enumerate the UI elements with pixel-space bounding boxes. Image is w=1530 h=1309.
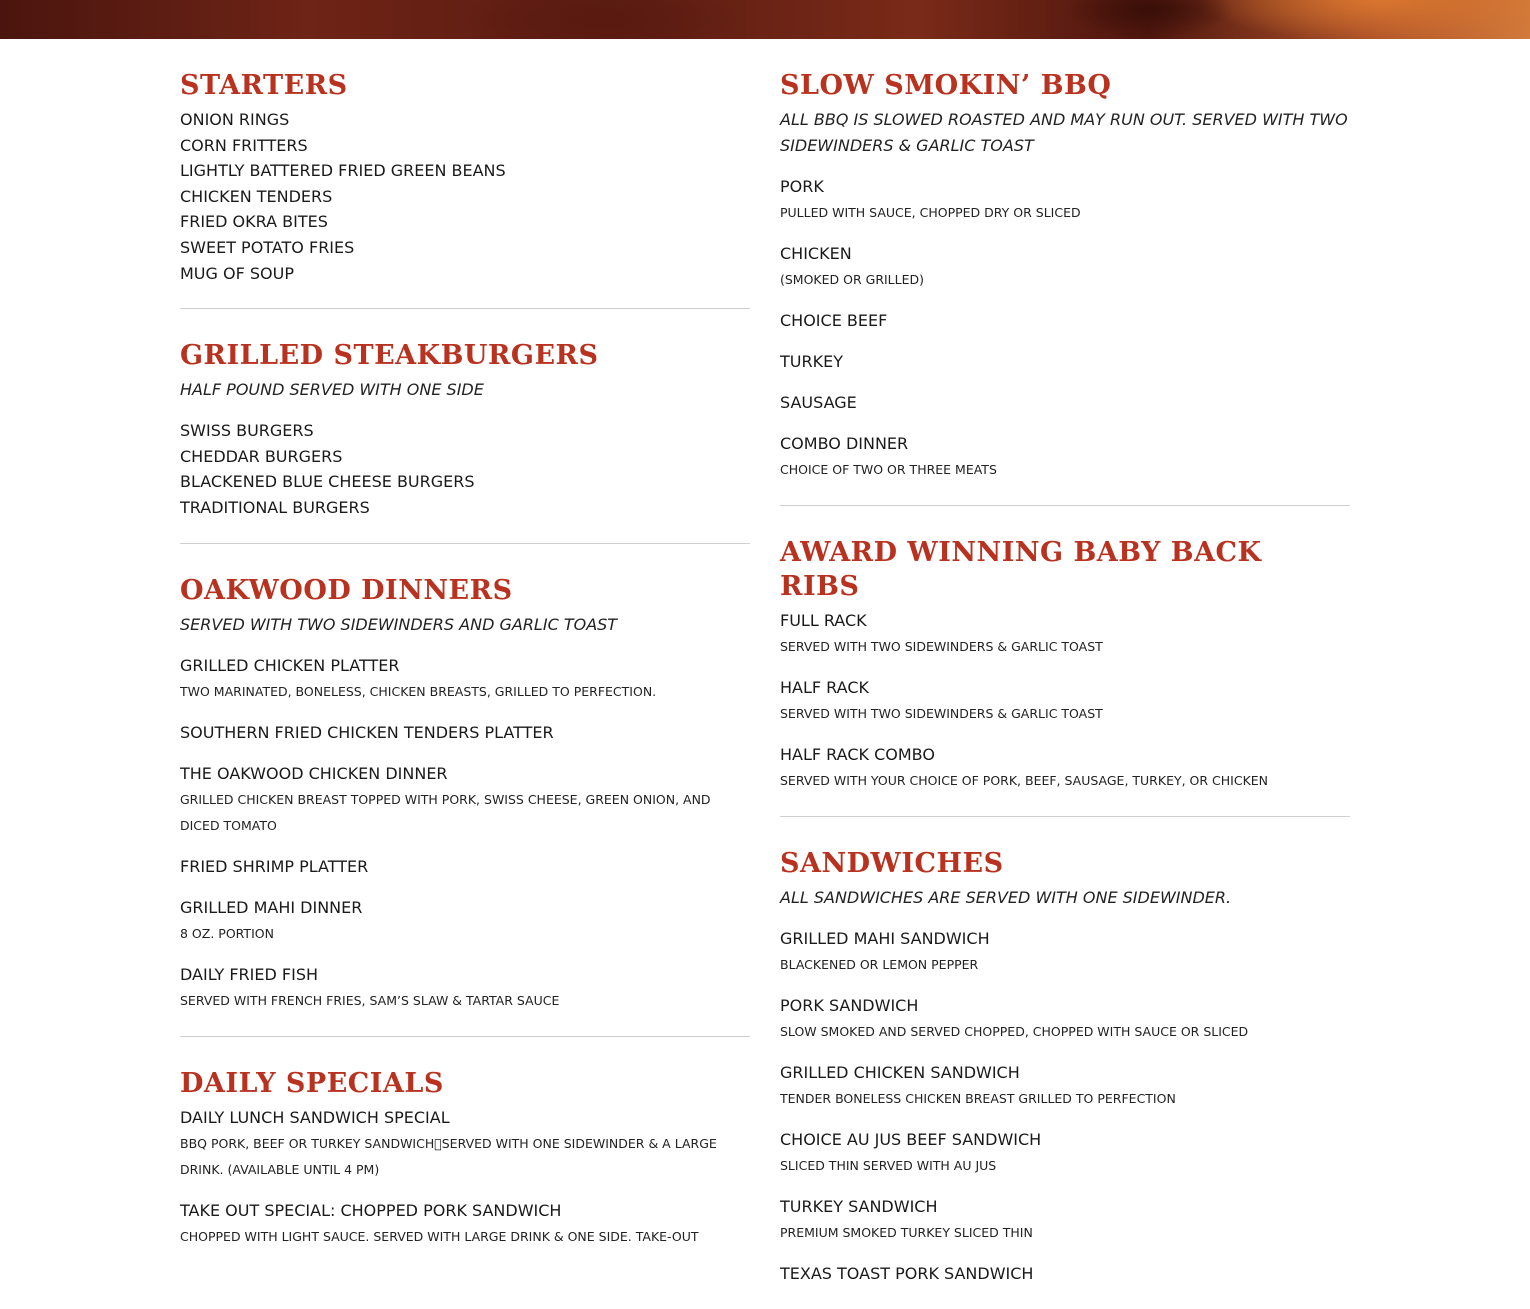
menu-item <box>780 1060 1350 1112</box>
list-item: LIGHTLY BATTERED FRIED GREEN BEANS <box>180 161 506 181</box>
section-note: HALF POUND SERVED WITH ONE SIDE <box>180 380 484 400</box>
menu-item <box>780 1194 1350 1246</box>
section-title: AWARD WINNING BABY BACK RIBS <box>780 537 1262 602</box>
menu-item-name: GRILLED MAHI SANDWICH <box>780 929 990 948</box>
menu-item-name: TAKE OUT SPECIAL: CHOPPED PORK SANDWICH <box>180 1200 562 1220</box>
menu-item-name: CHOICE BEEF <box>780 311 888 330</box>
menu-item <box>180 761 750 839</box>
section-title: GRILLED STEAKBURGERS <box>180 340 599 372</box>
starters-list <box>180 107 750 286</box>
list-item: BLACKENED BLUE CHEESE BURGERS <box>180 472 475 492</box>
list-item: ONION RINGS <box>180 110 290 129</box>
section-note: SERVED WITH TWO SIDEWINDERS AND GARLIC TOAST <box>180 614 618 634</box>
section-note: ALL BBQ IS SLOWED ROASTED AND MAY RUN OUT. SERVED WITH TWO SIDEWINDERS & GARLIC TOAST <box>780 110 1348 155</box>
list-item: SWISS BURGERS <box>180 421 314 441</box>
menu-item-name: PORK SANDWICH <box>780 996 919 1015</box>
menu-item <box>180 720 750 746</box>
menu-item-name: SAUSAGE <box>780 393 857 412</box>
menu-item-name: CHOICE AU JUS BEEF SANDWICH <box>780 1130 1042 1149</box>
menu-item <box>180 854 750 880</box>
menu-item-description: 8 OZ. PORTION <box>180 925 274 941</box>
menu-item <box>780 742 1350 794</box>
menu-item-description: (SMOKED OR GRILLED) <box>780 272 925 287</box>
list-item: CORN FRITTERS <box>180 135 308 155</box>
section-title: SLOW SMOKIN’ BBQ <box>780 70 1112 101</box>
section-title: STARTERS <box>180 70 348 101</box>
menu-item-name: DAILY FRIED FISH <box>180 964 319 984</box>
menu-item <box>180 1105 750 1183</box>
menu-item-description: SERVED WITH TWO SIDEWINDERS & GARLIC TOAST <box>780 706 1103 721</box>
menu-item-name: CHICKEN <box>780 244 852 263</box>
section-title: OAKWOOD DINNERS <box>180 574 513 606</box>
list-item: CHEDDAR BURGERS <box>180 446 343 466</box>
menu-item <box>180 895 750 947</box>
menu-item <box>780 174 1350 226</box>
menu-item-name: TURKEY SANDWICH <box>780 1197 938 1216</box>
menu-item-name: HALF RACK COMBO <box>780 745 935 764</box>
menu-item-name: GRILLED MAHI DINNER <box>180 897 363 917</box>
section-title: DAILY SPECIALS <box>180 1067 444 1099</box>
section-title: SANDWICHES <box>780 848 1004 879</box>
menu-item <box>780 608 1350 660</box>
menu-column-left <box>180 39 750 1272</box>
menu-item-description: PULLED WITH SAUCE, CHOPPED DRY OR SLICED <box>780 205 1081 220</box>
menu-item <box>180 962 750 1014</box>
menu-item <box>180 653 750 705</box>
menu-item-description: BLACKENED OR LEMON PEPPER <box>780 957 979 972</box>
menu-item-name: GRILLED CHICKEN SANDWICH <box>780 1063 1020 1082</box>
menu-item <box>180 1198 750 1250</box>
section-daily-specials <box>180 1037 750 1272</box>
section-sandwiches <box>780 817 1350 1309</box>
menu-column-right <box>780 39 1350 1309</box>
section-baby-back-ribs <box>780 506 1350 817</box>
menu-item-description: BBQ PORK, BEEF OR TURKEY SANDWICH SERVED WITH ONE SIDEWINDER & A LARGE DRINK. (AVAILABLE UNTIL 4 PM) <box>180 1135 717 1177</box>
menu-item <box>780 993 1350 1045</box>
section-starters <box>180 39 750 309</box>
list-item: FRIED OKRA BITES <box>180 212 328 232</box>
list-item: TRADITIONAL BURGERS <box>180 497 370 517</box>
menu-item-name: FULL RACK <box>780 611 867 630</box>
menu-item-description: GRILLED CHICKEN BREAST TOPPED WITH PORK, SWISS CHEESE, GREEN ONION, AND DICED TOMATO <box>180 791 711 833</box>
menu-item <box>780 1127 1350 1179</box>
menu-item-description: TWO MARINATED, BONELESS, CHICKEN BREASTS, GRILLED TO PERFECTION. <box>180 683 657 699</box>
menu-item <box>780 431 1350 483</box>
menu-item-description: SERVED WITH TWO SIDEWINDERS & GARLIC TOAST <box>780 639 1103 654</box>
section-note: ALL SANDWICHES ARE SERVED WITH ONE SIDEWINDER. <box>780 888 1232 907</box>
section-slow-smokin-bbq <box>780 39 1350 506</box>
menu-item <box>780 926 1350 978</box>
menu-item <box>780 308 1350 334</box>
section-steakburgers <box>180 309 750 543</box>
menu-item-description: SERVED WITH YOUR CHOICE OF PORK, BEEF, SAUSAGE, TURKEY, OR CHICKEN <box>780 773 1269 788</box>
menu-item-name: DAILY LUNCH SANDWICH SPECIAL <box>180 1107 450 1127</box>
menu-item-description: PREMIUM SMOKED TURKEY SLICED THIN <box>780 1225 1033 1240</box>
menu-item-name: GRILLED CHICKEN PLATTER <box>180 655 400 675</box>
menu-item <box>780 349 1350 375</box>
hero-banner-image <box>0 0 1530 39</box>
menu-item-description: SERVED WITH FRENCH FRIES, SAM’S SLAW & TARTAR SAUCE <box>180 992 560 1008</box>
menu-item <box>780 390 1350 416</box>
menu-item-name: TEXAS TOAST PORK SANDWICH <box>780 1264 1034 1283</box>
menu-item-description: CHOPPED WITH LIGHT SAUCE. SERVED WITH LARGE DRINK & ONE SIDE. TAKE-OUT <box>180 1228 699 1244</box>
menu-item-name: HALF RACK <box>780 678 869 697</box>
menu-item <box>780 241 1350 293</box>
menu-item-description: TENDER BONELESS CHICKEN BREAST GRILLED TO PERFECTION <box>780 1091 1176 1106</box>
menu-item-name: FRIED SHRIMP PLATTER <box>180 856 369 876</box>
menu-item <box>780 675 1350 727</box>
menu-item-name: THE OAKWOOD CHICKEN DINNER <box>180 763 448 783</box>
menu-item-description: SLOW SMOKED AND SERVED CHOPPED, CHOPPED WITH SAUCE OR SLICED <box>780 1024 1249 1039</box>
menu-item-description: CHOICE OF TWO OR THREE MEATS <box>780 462 997 477</box>
section-oakwood-dinners <box>180 544 750 1037</box>
menu-item <box>780 1261 1350 1287</box>
menu-item-name: SOUTHERN FRIED CHICKEN TENDERS PLATTER <box>180 722 554 742</box>
menu-item-name: TURKEY <box>780 352 843 371</box>
menu-item-description: SLICED THIN SERVED WITH AU JUS <box>780 1158 997 1173</box>
list-item: SWEET POTATO FRIES <box>180 237 355 257</box>
steakburgers-list <box>180 418 750 520</box>
menu-item-name: PORK <box>780 177 824 196</box>
list-item: CHICKEN TENDERS <box>180 186 333 206</box>
list-item: MUG OF SOUP <box>180 263 294 283</box>
menu-item-name: COMBO DINNER <box>780 434 909 453</box>
